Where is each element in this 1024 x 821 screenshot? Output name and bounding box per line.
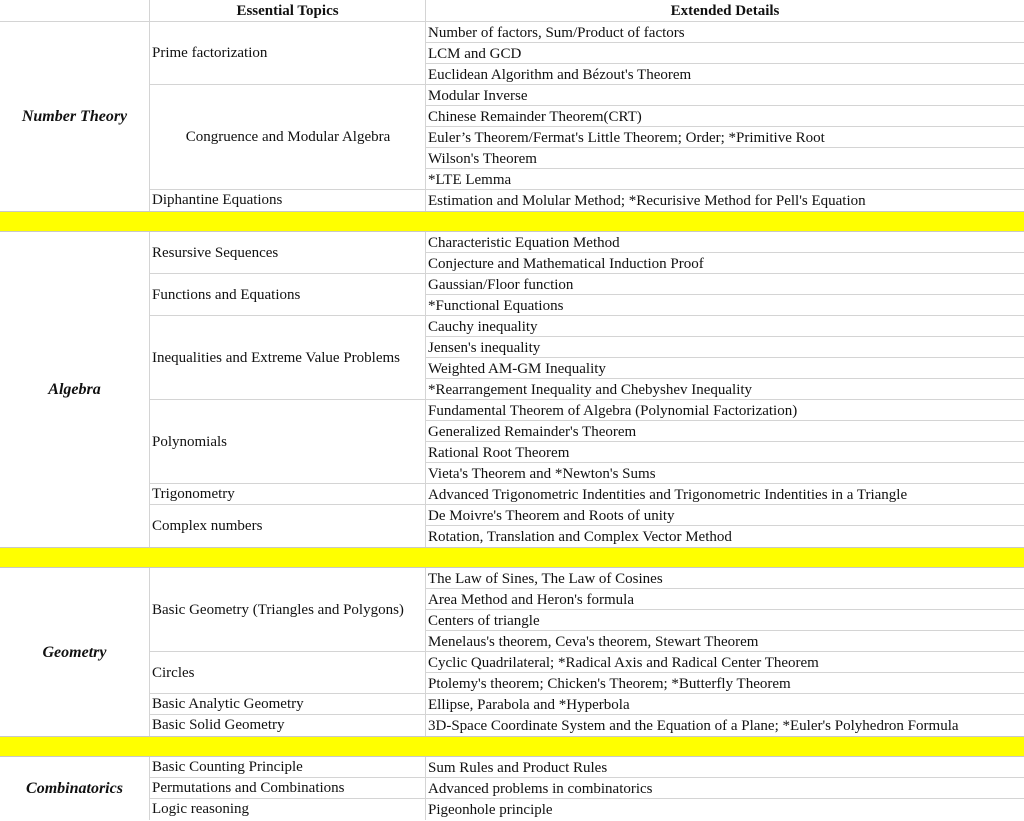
detail-item: Estimation and Molular Method; *Recurisive Method for Pell's Equation <box>428 193 866 209</box>
detail-item: Cauchy inequality <box>428 319 538 335</box>
detail-item: Cyclic Quadrilateral; *Radical Axis and Radical Center Theorem <box>428 655 819 671</box>
grid-line <box>150 504 1024 505</box>
topic-label: Basic Geometry (Triangles and Polygons) <box>152 601 404 618</box>
topic-label: Basic Counting Principle <box>152 759 303 775</box>
grid-line <box>425 0 426 22</box>
detail-item: Ptolemy's theorem; Chicken's Theorem; *Butterfly Theorem <box>428 676 791 692</box>
grid-line <box>425 232 426 547</box>
grid-line <box>426 252 1024 253</box>
detail-item: Generalized Remainder's Theorem <box>428 424 637 440</box>
grid-line <box>149 232 150 547</box>
detail-item: Euler’s Theorem/Fermat's Little Theorem; Order; *Primitive Root <box>428 130 825 146</box>
grid-line <box>149 0 150 22</box>
detail-item: Weighted AM-GM Inequality <box>428 361 606 377</box>
grid-line <box>426 168 1024 169</box>
category-label: Combinatorics <box>26 780 123 797</box>
detail-item: Jensen's inequality <box>428 340 541 356</box>
detail-item: Chinese Remainder Theorem(CRT) <box>428 109 642 125</box>
detail-item: Fundamental Theorem of Algebra (Polynomial Factorization) <box>428 403 798 419</box>
grid-line <box>150 399 1024 400</box>
grid-line <box>426 63 1024 64</box>
grid-line <box>426 105 1024 106</box>
grid-line <box>150 315 1024 316</box>
grid-line <box>150 651 1024 652</box>
grid-line <box>426 630 1024 631</box>
topic-label: Circles <box>152 664 195 681</box>
detail-item: Menelaus's theorem, Ceva's theorem, Stewart Theorem <box>428 634 759 650</box>
topic-label: Resursive Sequences <box>152 244 279 261</box>
detail-item: Centers of triangle <box>428 613 540 629</box>
header-essential-topics: Essential Topics <box>236 3 339 19</box>
detail-item: Number of factors, Sum/Product of factors <box>428 25 685 41</box>
detail-item: Pigeonhole principle <box>428 802 553 818</box>
detail-item: Euclidean Algorithm and Bézout's Theorem <box>428 67 692 83</box>
topic-label: Complex numbers <box>152 517 263 534</box>
grid-line <box>425 568 426 736</box>
detail-item: Rational Root Theorem <box>428 445 570 461</box>
detail-item: Sum Rules and Product Rules <box>428 760 608 776</box>
detail-item: Vieta's Theorem and *Newton's Sums <box>428 466 656 482</box>
topic-label: Prime factorization <box>152 45 268 61</box>
detail-item: The Law of Sines, The Law of Cosines <box>428 571 663 587</box>
grid-line <box>426 336 1024 337</box>
grid-line <box>426 441 1024 442</box>
grid-line <box>150 273 1024 274</box>
topic-label: Logic reasoning <box>152 801 250 817</box>
grid-line <box>426 378 1024 379</box>
detail-item: Advanced problems in combinatorics <box>428 781 653 797</box>
header-extended-details: Extended Details <box>670 3 780 19</box>
detail-item: Area Method and Heron's formula <box>428 592 634 608</box>
grid-line <box>149 568 150 736</box>
topic-label: Trigonometry <box>152 486 235 502</box>
topic-label: Permutations and Combinations <box>152 780 345 796</box>
grid-line <box>426 147 1024 148</box>
grid-line <box>426 357 1024 358</box>
grid-line <box>425 757 426 820</box>
grid-line <box>426 609 1024 610</box>
grid-line <box>426 126 1024 127</box>
grid-line <box>149 757 150 820</box>
detail-item: Gaussian/Floor function <box>428 277 574 293</box>
topic-label: Functions and Equations <box>152 286 301 303</box>
detail-item: De Moivre's Theorem and Roots of unity <box>428 508 675 524</box>
detail-item: Ellipse, Parabola and *Hyperbola <box>428 697 630 713</box>
grid-line <box>0 21 1024 22</box>
detail-item: *Rearrangement Inequality and Chebyshev Inequality <box>428 382 753 398</box>
detail-item: 3D-Space Coordinate System and the Equation of a Plane; *Euler's Polyhedron Formula <box>428 718 959 734</box>
topic-label: Diphantine Equations <box>152 192 283 208</box>
grid-line <box>425 22 426 211</box>
category-label: Algebra <box>48 381 101 398</box>
grid-line <box>149 22 150 211</box>
topic-label: Basic Solid Geometry <box>152 717 285 733</box>
topic-label: Basic Analytic Geometry <box>152 696 304 712</box>
detail-item: *LTE Lemma <box>428 172 512 188</box>
detail-item: Rotation, Translation and Complex Vector Method <box>428 529 732 545</box>
detail-item: LCM and GCD <box>428 46 522 62</box>
grid-line <box>426 42 1024 43</box>
detail-item: Characteristic Equation Method <box>428 235 620 251</box>
grid-line <box>426 588 1024 589</box>
grid-line <box>426 420 1024 421</box>
grid-line <box>150 84 1024 85</box>
section-separator <box>0 211 1024 232</box>
grid-line <box>426 462 1024 463</box>
grid-line <box>426 672 1024 673</box>
detail-item: Modular Inverse <box>428 88 528 104</box>
detail-item: Advanced Trigonometric Indentities and Trigonometric Indentities in a Triangle <box>428 487 908 503</box>
grid-line <box>426 525 1024 526</box>
section-separator <box>0 736 1024 757</box>
topic-label: Inequalities and Extreme Value Problems <box>152 349 400 366</box>
category-label: Geometry <box>42 643 107 661</box>
category-label: Number Theory <box>21 108 128 125</box>
topic-label: Congruence and Modular Algebra <box>185 129 391 145</box>
grid-line <box>426 294 1024 295</box>
detail-item: Conjecture and Mathematical Induction Proof <box>428 256 704 272</box>
topic-label: Polynomials <box>152 433 228 450</box>
section-separator <box>0 547 1024 568</box>
detail-item: Wilson's Theorem <box>428 151 537 167</box>
detail-item: *Functional Equations <box>428 298 564 314</box>
